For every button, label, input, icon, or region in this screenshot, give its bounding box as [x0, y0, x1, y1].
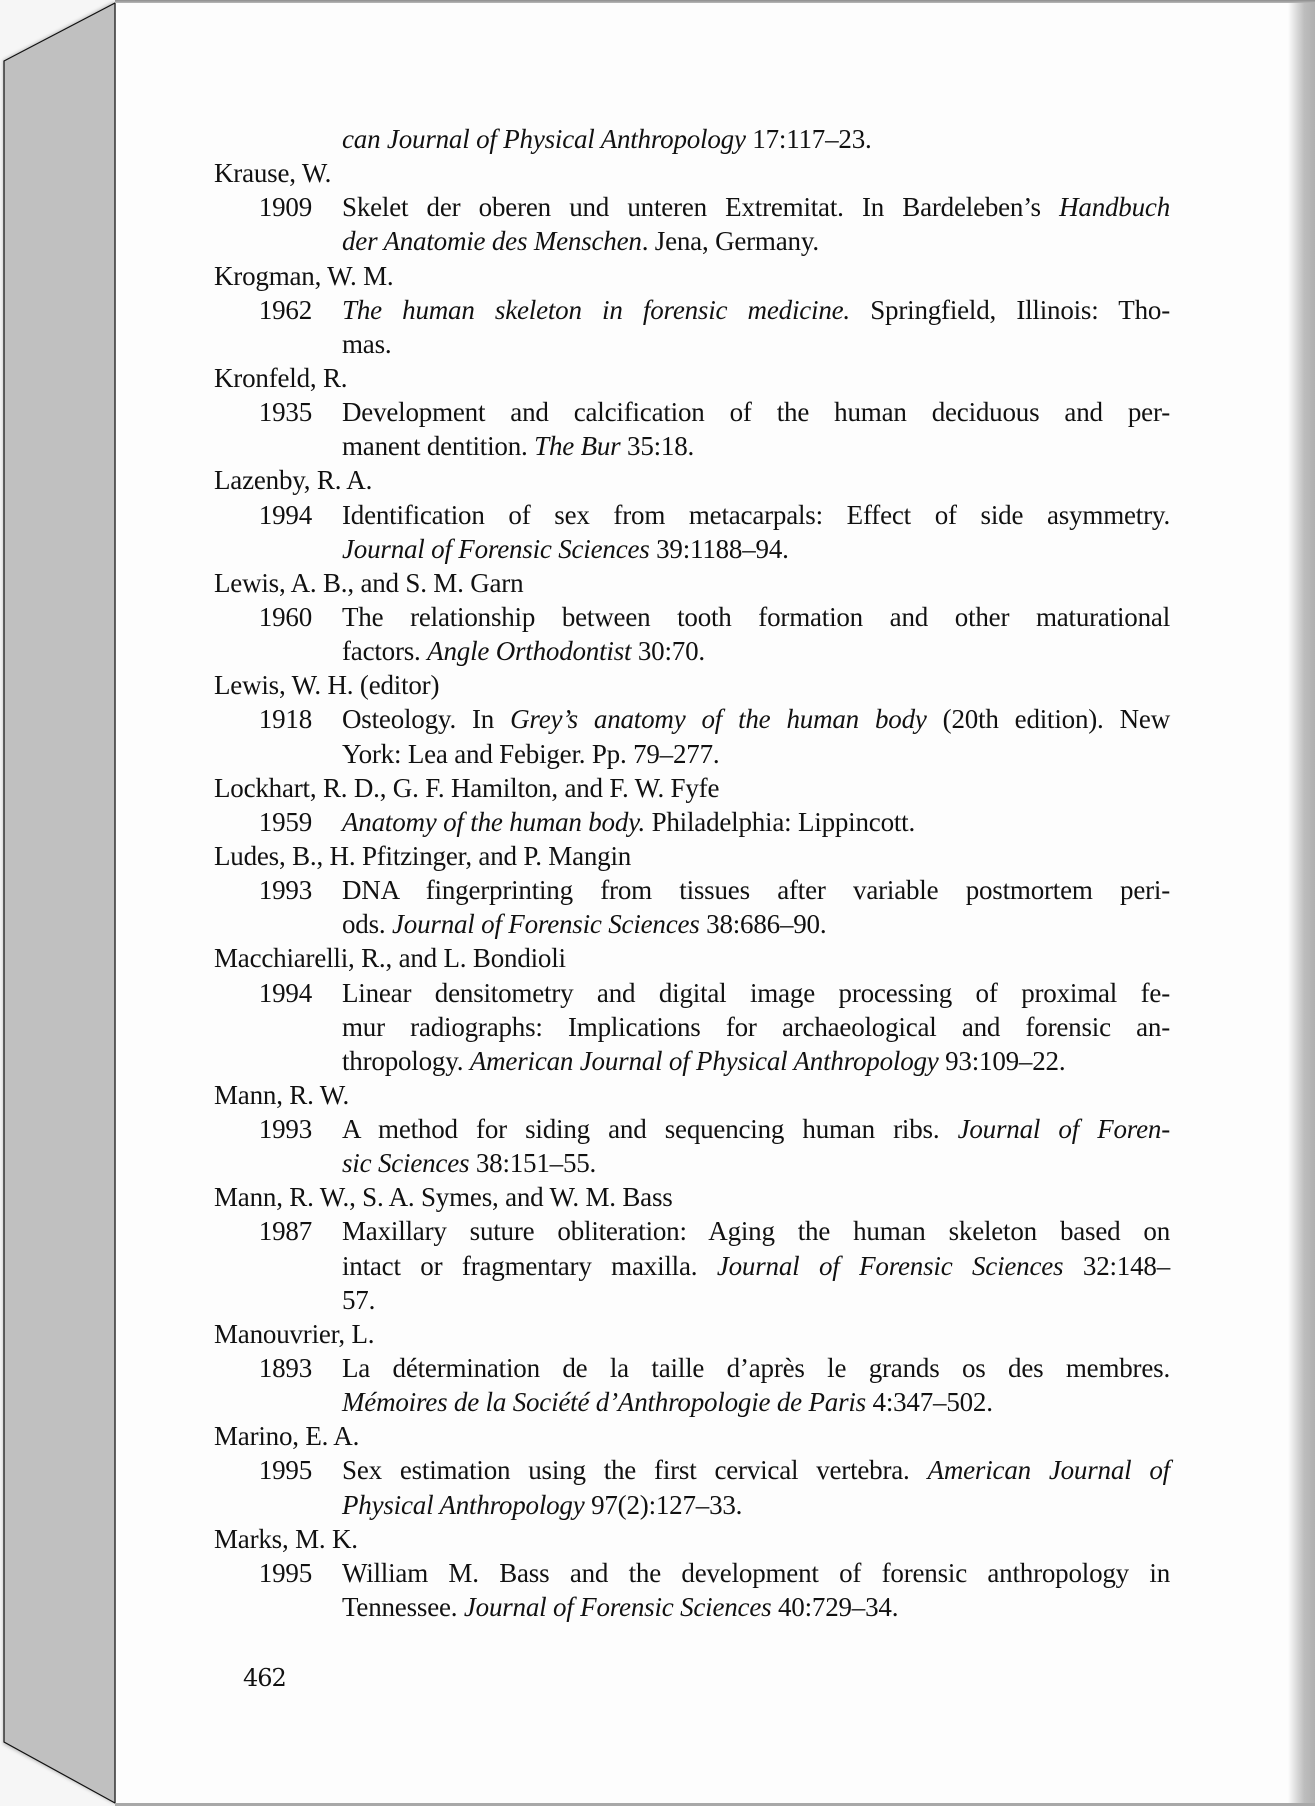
text-run: Development and calcification of the human deciduous and per- — [342, 397, 1170, 427]
text-run: 39:1188–94. — [649, 534, 789, 564]
italic-title: Physical Anthropology — [342, 1490, 585, 1520]
text-run: DNA fingerprinting from tissues after variable postmortem peri- — [342, 875, 1170, 905]
author-heading — [214, 771, 719, 805]
text-run: Maxillary suture obliteration: Aging the human skeleton based on — [342, 1216, 1170, 1246]
text-run: Identification of sex from metacarpals: Effect of side asymmetry. — [342, 500, 1170, 530]
italic-title: Handbuch — [1059, 192, 1170, 222]
author-heading — [214, 361, 347, 395]
entry-year: 1909 — [258, 192, 312, 222]
entry-text — [342, 976, 1170, 1010]
entry-continuation — [342, 1283, 375, 1317]
entry-year: 1993 — [258, 1114, 312, 1144]
text-run: Mann, R. W. — [214, 1080, 350, 1110]
text-run: 35:18. — [620, 431, 695, 461]
text-run: manent dentition. — [342, 431, 535, 461]
entry-continuation — [342, 907, 826, 941]
entry-continuation — [342, 737, 719, 771]
entry-text — [342, 1351, 1170, 1385]
author-heading — [214, 668, 439, 702]
entry-continuation — [342, 532, 789, 566]
page-right-edge-shadow — [1288, 3, 1315, 1803]
text-run: Marino, E. A. — [214, 1421, 360, 1451]
text-run: thropology. — [342, 1046, 470, 1076]
entry-continuation — [342, 122, 872, 156]
text-run: 38:686–90. — [699, 909, 827, 939]
entry-text — [342, 600, 1170, 634]
text-run: 38:151–55. — [469, 1148, 597, 1178]
entry-year: 1993 — [258, 875, 312, 905]
italic-title: Journal of Forensic Sciences — [342, 534, 650, 564]
entry-year: 1893 — [258, 1353, 312, 1383]
entry-year: 1994 — [258, 500, 312, 530]
text-run: ods. — [342, 909, 393, 939]
text-run: mas. — [342, 329, 392, 359]
author-heading — [214, 1180, 673, 1214]
text-run: Linear densitometry and digital image processing of proximal fe- — [342, 978, 1170, 1008]
italic-title: Angle Orthodontist — [427, 636, 632, 666]
text-run: factors. — [342, 636, 428, 666]
entry-text — [342, 1556, 1170, 1590]
text-run: Sex estimation using the first cervical vertebra. — [342, 1455, 928, 1485]
text-run: Philadelphia: Lippincott. — [645, 807, 916, 837]
text-run: mur radiographs: Implications for archaeological and forensic an- — [342, 1012, 1170, 1042]
entry-text — [342, 702, 1170, 736]
entry-year: 1959 — [258, 807, 312, 837]
page-number: 462 — [243, 1664, 286, 1692]
entry-continuation — [342, 1385, 993, 1419]
entry-text — [342, 395, 1170, 429]
text-run: Krogman, W. M. — [214, 261, 394, 291]
text-run: Lewis, W. H. (editor) — [214, 670, 440, 700]
italic-title: The Bur — [534, 431, 621, 461]
text-run: 17:117–23. — [745, 124, 872, 154]
entry-continuation — [342, 429, 694, 463]
entry-text — [342, 1112, 1170, 1146]
entry-year: 1995 — [258, 1558, 312, 1588]
entry-text — [342, 498, 1170, 532]
text-run: Tennessee. — [342, 1592, 464, 1622]
author-heading — [214, 463, 372, 497]
text-run: 32:148– — [1063, 1251, 1170, 1281]
text-run: Kronfeld, R. — [214, 363, 348, 393]
entry-continuation — [342, 1590, 898, 1624]
text-run: A method for siding and sequencing human ribs. — [342, 1114, 958, 1144]
text-run: Skelet der oberen und unteren Extremitat. In Bardeleben’s — [342, 192, 1060, 222]
text-run: Macchiarelli, R., and L. Bondioli — [214, 943, 566, 973]
text-run: La détermination de la taille d’après le grands os des membres. — [342, 1353, 1170, 1383]
author-heading — [214, 839, 631, 873]
text-run: 4:347–502. — [865, 1387, 993, 1417]
entry-text — [342, 1214, 1170, 1248]
entry-continuation — [342, 1146, 596, 1180]
author-heading — [214, 1078, 349, 1112]
entry-continuation — [342, 634, 705, 668]
text-run: Lewis, A. B., and S. M. Garn — [214, 568, 524, 598]
italic-title: Journal of Forensic Sciences — [392, 909, 700, 939]
text-run: York: Lea and Febiger. Pp. 79–277. — [342, 739, 720, 769]
book-spine — [4, 3, 115, 1803]
text-run: 97(2):127–33. — [584, 1490, 743, 1520]
text-run: 93:109–22. — [938, 1046, 1066, 1076]
italic-title: can Journal of Physical Anthropology — [342, 124, 746, 154]
entry-continuation — [342, 224, 819, 258]
text-run: Ludes, B., H. Pfitzinger, and P. Mangin — [214, 841, 632, 871]
italic-title: Mémoires de la Société d’Anthropologie de Paris — [342, 1387, 866, 1417]
italic-title: Journal of Foren- — [957, 1114, 1170, 1144]
entry-continuation — [342, 327, 391, 361]
italic-title: Journal of Forensic Sciences — [716, 1251, 1064, 1281]
text-run: 30:70. — [631, 636, 705, 666]
text-run: Springfield, Illinois: Tho- — [849, 295, 1170, 325]
entry-year: 1960 — [258, 602, 312, 632]
text-run: Krause, W. — [214, 158, 332, 188]
text-run: The relationship between tooth formation and other maturational — [342, 602, 1170, 632]
text-run: (20th edition). New — [926, 704, 1170, 734]
italic-title: American Journal of Physical Anthropology — [469, 1046, 939, 1076]
author-heading — [214, 1419, 359, 1453]
italic-title: American Journal of — [927, 1455, 1170, 1485]
entry-year: 1994 — [258, 978, 312, 1008]
author-heading — [214, 1317, 374, 1351]
text-run: Mann, R. W., S. A. Symes, and W. M. Bass — [214, 1182, 673, 1212]
text-run: intact or fragmentary maxilla. — [342, 1251, 717, 1281]
italic-title: The human skeleton in forensic medicine. — [342, 295, 850, 325]
italic-title: Anatomy of the human body. — [342, 807, 646, 837]
italic-title: Grey’s anatomy of the human body — [510, 704, 927, 734]
text-run: Manouvrier, L. — [214, 1319, 375, 1349]
entry-text — [342, 873, 1170, 907]
text-run: 40:729–34. — [771, 1592, 899, 1622]
text-run: Marks, M. K. — [214, 1524, 358, 1554]
italic-title: Journal of Forensic Sciences — [463, 1592, 772, 1622]
author-heading — [214, 156, 331, 190]
entry-continuation — [342, 1488, 742, 1522]
entry-continuation — [342, 1249, 1170, 1283]
entry-text — [342, 805, 915, 839]
entry-continuation — [342, 1044, 1065, 1078]
entry-text — [342, 1453, 1170, 1487]
italic-title: der Anatomie des Menschen — [342, 226, 642, 256]
entry-text — [342, 190, 1170, 224]
entry-year: 1987 — [258, 1216, 312, 1246]
text-run: 57. — [342, 1285, 376, 1315]
author-heading — [214, 941, 566, 975]
entry-continuation — [342, 1010, 1170, 1044]
author-heading — [214, 1522, 358, 1556]
entry-year: 1935 — [258, 397, 312, 427]
italic-title: sic Sciences — [342, 1148, 470, 1178]
entry-year: 1918 — [258, 704, 312, 734]
author-heading — [214, 566, 523, 600]
text-run: . Jena, Germany. — [641, 226, 819, 256]
entry-year: 1962 — [258, 295, 312, 325]
entry-text — [342, 293, 1170, 327]
entry-year: 1995 — [258, 1455, 312, 1485]
author-heading — [214, 259, 393, 293]
text-run: William M. Bass and the development of forensic anthropology in — [342, 1558, 1170, 1588]
text-run: Osteology. In — [342, 704, 511, 734]
text-run: Lockhart, R. D., G. F. Hamilton, and F. W. Fyfe — [214, 773, 720, 803]
text-run: Lazenby, R. A. — [214, 465, 373, 495]
